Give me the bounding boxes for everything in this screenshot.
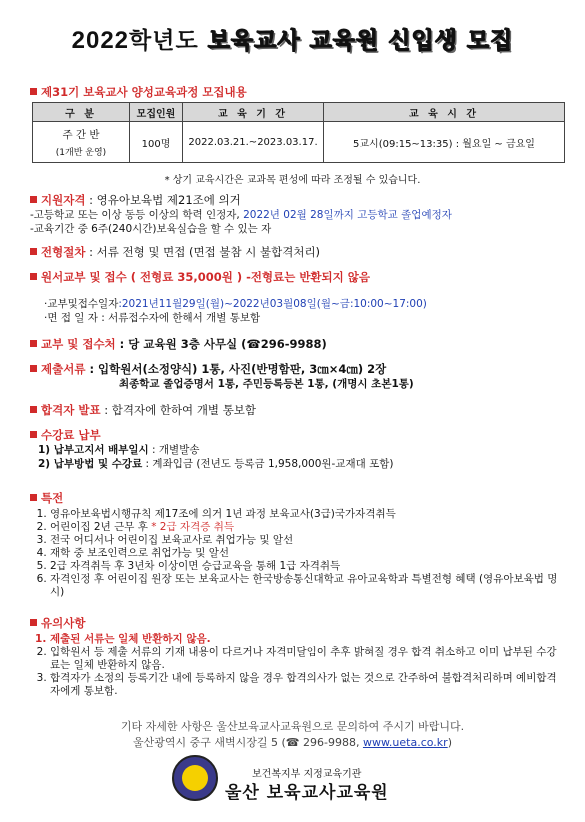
benefit-2-highlight: * 2급 자격증 취득 (151, 521, 234, 533)
bullet-square-icon (30, 248, 37, 255)
section-benefits (30, 490, 560, 599)
application-date-label: ·교부및접수일자 (44, 298, 119, 310)
bullet-square-icon (30, 431, 37, 438)
eligibility-basis: : 영유아보육법 제21조에 의거 (85, 193, 241, 207)
table-header: 교 육 시 간 (324, 103, 565, 122)
process-text: : 서류 전형 및 면접 (면접 불참 시 불합격처리) (85, 245, 321, 259)
eligibility-line1: -고등학교 또는 이상 동등 이상의 학력 인정자, (30, 209, 244, 221)
benefits-title: 특전 (41, 491, 64, 505)
eligibility-deadline: 2022년 02월 28일까지 고등학교 졸업예정자 (243, 209, 452, 221)
cell-type (33, 122, 130, 163)
cell-count: 100명 (130, 122, 183, 163)
section-recruitment-title: 제31기 보육교사 양성교육과정 모집내용 (41, 85, 247, 99)
list-item: 3. 합격자가 소정의 등록기간 내에 등록하지 않을 경우 합격의사가 없는 것으로 간주하여 불합격처리하며 예비합격자에게 통보함. (50, 672, 560, 698)
section-notes (30, 615, 560, 698)
title-part2: 보육교사 교육원 신입생 모집 (207, 28, 514, 54)
schedule-note: * 상기 교육시간은 교과목 편성에 따라 조정될 수 있습니다. (164, 175, 421, 186)
benefit-2-text: 어린이집 2년 근무 후 (50, 521, 152, 533)
section-process (30, 244, 320, 260)
footer-contact: 기타 자세한 사항은 울산보육교사교육원으로 문의하여 주시기 바랍니다. (120, 720, 465, 733)
page-title (0, 22, 585, 55)
bullet-square-icon (30, 406, 37, 413)
section-documents (30, 361, 414, 391)
tuition-notice-text: : 개별발송 (148, 444, 200, 456)
cell-time: 5교시(09:15~13:35) : 월요일 ~ 금요일 (324, 122, 565, 163)
list-item: 3. 전국 어디서나 어린이집 보육교사로 취업가능 및 알선 (50, 534, 560, 547)
interview-date: ·면 접 일 자 : 서류접수자에 한해서 개별 통보함 (44, 312, 261, 324)
section-office (30, 336, 327, 352)
notes-title: 유의사항 (41, 616, 86, 630)
org-name: 울산 보육교사교육원 (225, 783, 389, 803)
benefits-list (30, 508, 560, 599)
recruitment-table (32, 102, 565, 163)
documents-line2: 최종학교 졸업증명서 1통, 주민등록등본 1통, (개명시 초본1통) (119, 378, 414, 390)
footer-address-text: 울산광역시 중구 새벽시장길 5 (☎ 296-9988, (133, 736, 363, 749)
institution-seal-icon (172, 755, 218, 801)
org-designation: 보건복지부 지정교육기관 (252, 769, 362, 780)
table-header: 교 육 기 간 (183, 103, 324, 122)
footer-address (0, 734, 585, 750)
title-year: 2022 (71, 27, 130, 54)
eligibility-title: 지원자격 (41, 193, 86, 207)
application-title: 원서교부 및 접수 ( 전형료 35,000원 ) -전형료는 반환되지 않음 (41, 270, 370, 284)
list-item: 4. 재학 중 보조인력으로 취업가능 및 알선 (50, 547, 560, 560)
tuition-method-label: 2) 납부방법 및 수강료 (38, 458, 143, 470)
website-link[interactable]: www.ueta.co.kr (362, 736, 448, 749)
office-title: 교부 및 접수처 (41, 337, 116, 351)
section-tuition (30, 427, 394, 471)
section-announcement (30, 402, 256, 418)
tuition-notice-label: 1) 납부고지서 배부일시 (38, 444, 149, 456)
list-item (50, 521, 560, 534)
cell-period: 2022.03.21.~2023.03.17. (183, 122, 324, 163)
bullet-square-icon (30, 196, 37, 203)
table-header: 구 분 (33, 103, 130, 122)
bullet-square-icon (30, 365, 37, 372)
list-item: 1. 영유아보육법시행규칙 제17조에 의거 1년 과정 보육교사(3급)국가자격취득 (50, 508, 560, 521)
list-item: 1. 제출된 서류는 일체 반환하지 않음. (50, 633, 560, 646)
announcement-text: : 합격자에 한하여 개별 통보함 (100, 403, 257, 417)
application-date: :2021년11월29일(월)~2022년03월08일(월~금:10:00~17:00) (118, 298, 427, 310)
bullet-square-icon (30, 494, 37, 501)
office-text: : 당 교육원 3층 사무실 (☎296-9988) (115, 337, 327, 351)
documents-line1: : 입학원서(소정양식) 1통, 사진(반명함판, 3㎝×4㎝) 2장 (85, 362, 387, 376)
title-part1: 학년도 (129, 28, 208, 54)
type-label: 주 간 반 (62, 128, 100, 141)
section-recruitment (30, 84, 247, 100)
table-row (33, 122, 565, 163)
bullet-square-icon (30, 88, 37, 95)
section-application (30, 269, 427, 325)
bullet-square-icon (30, 619, 37, 626)
type-sub-label: (1개반 운영) (55, 147, 107, 158)
announcement-title: 합격자 발표 (41, 403, 101, 417)
bullet-square-icon (30, 273, 37, 280)
documents-title: 제출서류 (41, 362, 86, 376)
eligibility-line2: -교육기간 중 6주(240시간)보육실습을 할 수 있는 자 (30, 223, 272, 235)
table-header: 모집인원 (130, 103, 183, 122)
tuition-method-text: : 계좌입금 (전년도 등록금 1,958,000원-교재대 포함) (142, 458, 394, 470)
footer-address-end: ) (447, 736, 452, 749)
bullet-square-icon (30, 340, 37, 347)
list-item: 2. 입학원서 등 제출 서류의 기재 내용이 다르거나 자격미달임이 추후 밝혀질 경우 합격 취소하고 이미 납부된 수강료는 일체 반환하지 않음. (50, 646, 560, 672)
process-title: 전형절차 (41, 245, 86, 259)
list-item: 5. 2급 자격취득 후 3년차 이상이면 승급교육을 통해 1급 자격취득 (50, 560, 560, 573)
section-eligibility (30, 192, 452, 236)
notes-list (30, 633, 560, 698)
tuition-title: 수강료 납부 (41, 428, 101, 442)
list-item: 6. 자격인정 후 어린이집 원장 또는 보육교사는 한국방송통신대학교 유아교육학과 특별전형 혜택 (영유아보육법 명시) (50, 573, 560, 599)
